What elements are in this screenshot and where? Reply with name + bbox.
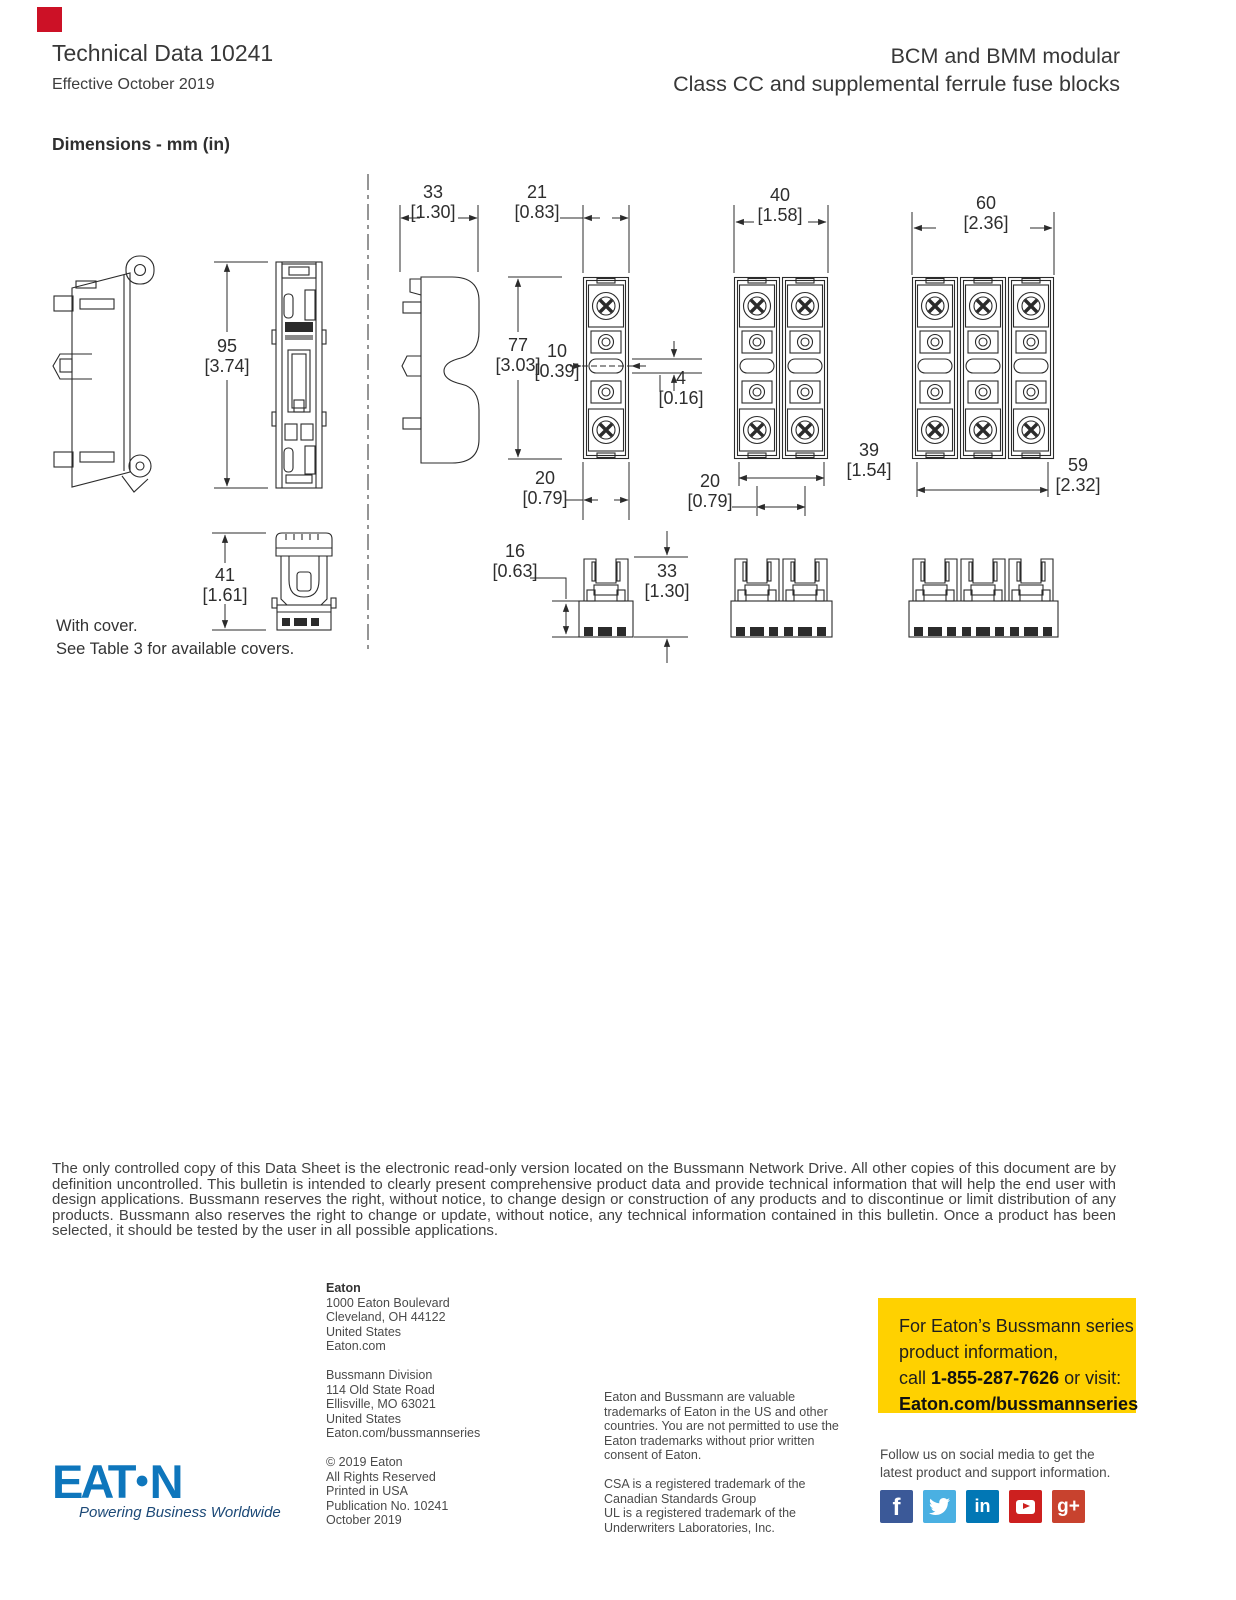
bussmann-division-address: Bussmann Division 114 Old State Road Ellisville, MO 63021 United States Eaton.com/bussmannseries <box>326 1367 481 1441</box>
info-box-url: Eaton.com/bussmannseries <box>899 1394 1139 1414</box>
trademark-paragraph-3: UL is a registered trademark of the Underwriters Laboratories, Inc. <box>604 1506 796 1535</box>
three-pole-front-view-drawing <box>912 212 1054 497</box>
dim-width-60mm: 60 [2.36] <box>963 193 1009 233</box>
dim-height-16mm: 16 [0.63] <box>492 541 538 581</box>
social-icons-row <box>880 1490 1085 1523</box>
linkedin-icon[interactable]: in <box>966 1490 999 1523</box>
document-title: Technical Data 10241 <box>52 40 274 66</box>
product-title-line1: BCM and BMM modular <box>890 44 1120 68</box>
disclaimer-paragraph: The only controlled copy of this Data Sheet is the electronic read-only version located on the Bussmann Network Drive. All other copies of this document are by definition uncontrolled. This bulletin is intended to clearly present comprehensive product data and provide technical information that will help the end user with design applications. Bussmann reserves the right, without notice, to change design or construction of any products and to discontinue or limit distribution of any products. Bussmann also reserves the right to change or update, without notice, any technical information contained in this bulletin. Once a product has been selected, it should be tested by the user in all possible applications. <box>52 1160 1116 1240</box>
product-title-line2: Class CC and supplemental ferrule fuse blocks <box>673 72 1120 96</box>
bussmann-info-box <box>878 1298 1139 1414</box>
dim-width-40mm: 40 [1.58] <box>757 185 803 225</box>
three-pole-bottom-view-drawing <box>909 559 1058 637</box>
eaton-hq-address: Eaton 1000 Eaton Boulevard Cleveland, OH 44122 United States Eaton.com <box>326 1281 480 1354</box>
dim-width-59mm: 59 [2.32] <box>1055 455 1101 495</box>
social-label: Follow us on social media to get the latest product and support information. <box>880 1447 1111 1480</box>
phone-number: 1-855-287-7626 <box>931 1368 1060 1388</box>
footer-address-column <box>326 1281 480 1542</box>
trademark-paragraph-1: Eaton and Bussmann are valuable trademarks of Eaton in the US and other countries. You are not permitted to use the Eaton trademarks without prior written consent of Eaton. <box>604 1390 839 1463</box>
dim-height-41mm: 41 [1.61] <box>202 565 248 605</box>
twitter-icon[interactable] <box>923 1490 956 1523</box>
cover-note-line2: See Table 3 for available covers. <box>56 640 295 658</box>
trademark-paragraph-2: CSA is a registered trademark of the Canadian Standards Group <box>604 1476 806 1506</box>
dim-height-4mm: 4 [0.16] <box>658 368 704 408</box>
info-box-line1: For Eaton’s Bussmann series <box>899 1316 1134 1336</box>
dim-width-10mm: 10 [0.39] <box>534 341 580 381</box>
profile-view-drawing <box>400 205 479 463</box>
effective-date: Effective October 2019 <box>52 76 215 93</box>
dim-width-21mm: 21 [0.83] <box>514 182 560 222</box>
info-box-line3: call 1-855-287-7626 or visit: <box>899 1368 1122 1388</box>
copyright-block: © 2019 Eaton All Rights Reserved Printed in USA Publication No. 10241 October 2019 <box>326 1454 449 1528</box>
two-pole-bottom-view-drawing <box>731 559 832 637</box>
dim-width-20mm-mid: 20 [0.79] <box>687 471 733 511</box>
info-box-line2: product information, <box>899 1342 1059 1362</box>
eaton-logo: EAT ● N <box>52 1455 181 1508</box>
googleplus-icon[interactable]: g+ <box>1052 1490 1085 1523</box>
dimension-drawings <box>0 170 1236 670</box>
facebook-icon[interactable]: f <box>880 1490 913 1523</box>
dimensions-section-title: Dimensions - mm (in) <box>52 134 230 154</box>
youtube-icon[interactable] <box>1009 1490 1042 1523</box>
youtube-play-glyph <box>1016 1500 1035 1514</box>
dim-width-33mm: 33 [1.30] <box>410 182 456 222</box>
dim-width-39mm: 39 [1.54] <box>846 440 892 480</box>
twitter-bird-glyph <box>929 1496 950 1517</box>
dim-height-95mm: 95 [3.74] <box>204 336 250 376</box>
dim-width-20mm-left: 20 [0.79] <box>522 468 568 508</box>
eaton-tagline: Powering Business Worldwide <box>79 1504 281 1521</box>
trademark-column <box>604 1390 854 1549</box>
logo-dot: ● <box>134 1466 150 1494</box>
bussmann-red-square-mark <box>37 7 62 32</box>
dim-height-33mm-bottom: 33 [1.30] <box>644 561 690 601</box>
info-box-text <box>878 1298 1139 1417</box>
cover-note-line1: With cover. <box>56 617 138 635</box>
side-view-drawing <box>53 256 154 492</box>
product-title <box>673 42 1120 98</box>
eaton-hq-title: Eaton <box>326 1281 361 1295</box>
dim-height-77mm: 77 [3.03] <box>495 335 541 375</box>
cover-note <box>56 615 294 661</box>
two-pole-front-view-drawing <box>732 205 828 516</box>
